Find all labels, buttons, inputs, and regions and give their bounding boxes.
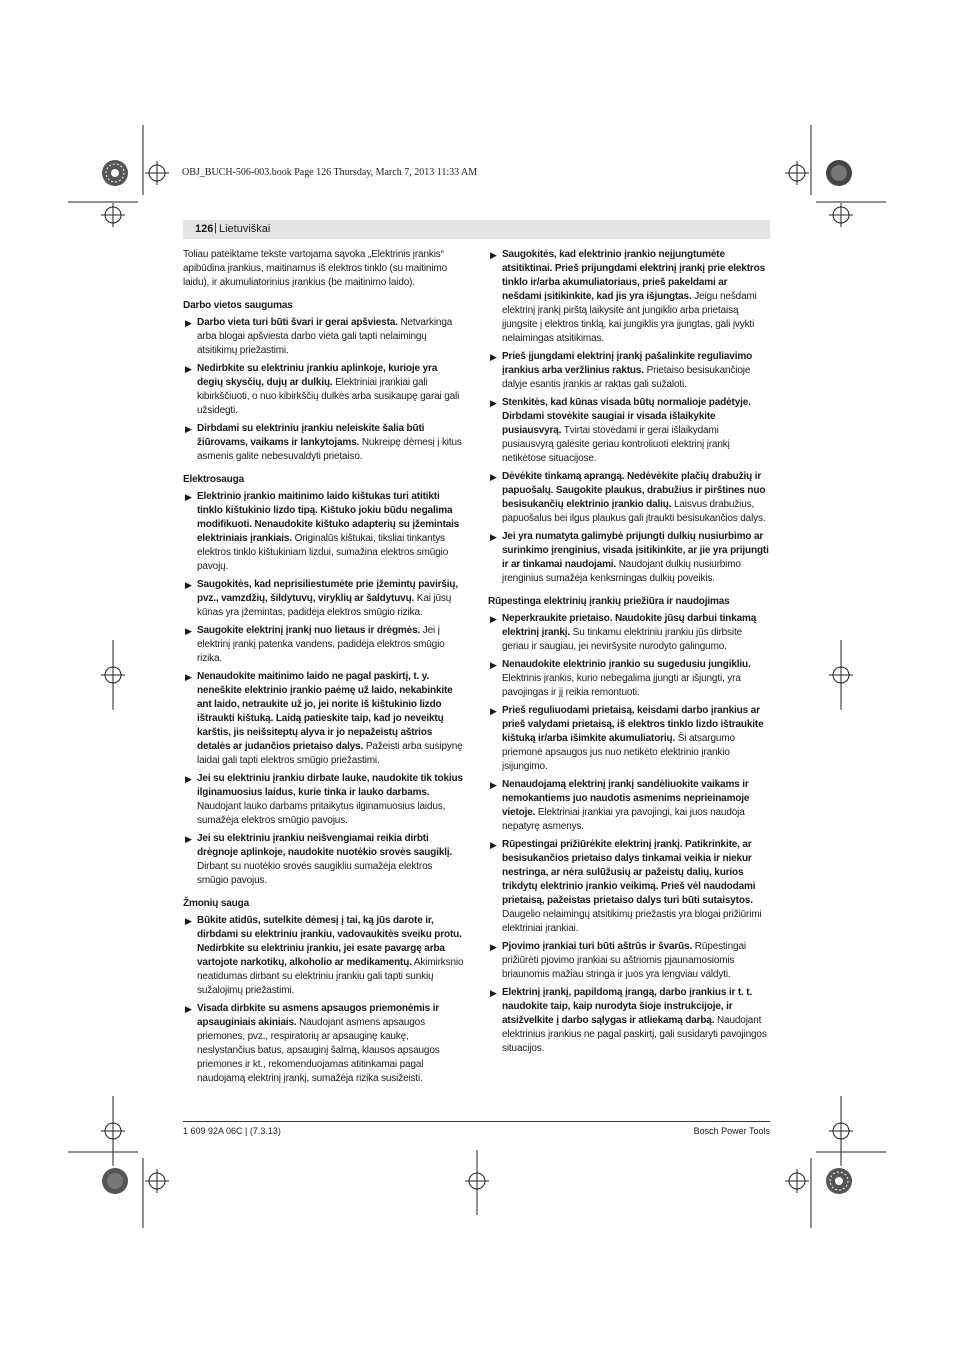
safety-item-text: Jeigu nešdami elektrinį įrankį pirštą laikysite ant jungiklio arba prietaisą įjungsite į elektros tinklą, kai jungiklis yra įjungtas, gali įvykti nelaimingas atsitikimas. — [502, 291, 757, 344]
safety-item — [488, 778, 769, 834]
safety-item-heading: Neperkraukite prietaiso. Naudokite jūsų darbui tinkamą elektrinį įrankį. — [502, 613, 757, 638]
safety-item — [488, 612, 769, 654]
safety-item-heading: Būkite atidūs, sutelkite dėmesį į tai, ką jūs darote ir, dirbdami su elektriniu įrankiu, vadovaukitės sveiku protu. Nedirbkite su elektriniu įrankiu, jei esate pavargę arba vartojote narkotikų, alkoholio ar medikamentų. — [197, 915, 462, 968]
personal-list-left — [183, 914, 464, 1086]
safety-item-text: Jei į elektrinį įrankį patenka vandens, padidėja elektros smūgio rizika. — [197, 625, 445, 664]
safety-item — [183, 670, 464, 768]
safety-item-text: Naudojant elektrinius įrankius ne pagal paskirtį, gali susidaryti pavojingos situacijos. — [502, 1015, 767, 1054]
bullet-arrow-icon: ▶ — [185, 1004, 192, 1014]
safety-item-text: Elektriniai įrankiai gali kibirkščiuoti, o nuo kibirkščių dulkės arba susikaupę garai gali užsidegti. — [197, 377, 460, 416]
bullet-arrow-icon: ▶ — [490, 780, 497, 790]
safety-item-text: Netvarkinga arba blogai apšviesta darbo vieta gali tapti nelaimingų atsitikimų priežastimi. — [197, 317, 453, 356]
safety-item-text: Su tinkamu elektriniu įrankiu jūs dirbsite geriau ir saugiau, jei neviršysite nurodyto galingumo. — [502, 627, 743, 652]
safety-item-text: Kai jūsų kūnas yra įžemintas, padidėja elektros smūgio rizika. — [197, 593, 452, 618]
safety-item — [488, 658, 769, 700]
personal-list-right — [488, 248, 769, 586]
safety-item-heading: Saugokitės, kad neprisiliestumėte prie įžemintų paviršių, pvz., vamzdžių, šildytuvų, viryklių ar šaldytuvų. — [197, 579, 458, 604]
safety-item-text: Laisvus drabužius, papuošalus bei ilgus plaukus gali įtraukti besisukančios dalys. — [502, 499, 766, 524]
bullet-arrow-icon: ▶ — [185, 626, 192, 636]
safety-item — [183, 772, 464, 828]
bullet-arrow-icon: ▶ — [185, 834, 192, 844]
safety-item-text: Rūpestingai prižiūrėti pjovimo įrankiai su aštriomis pjaunamosiomis briaunomis mažiau stringa ir juos yra lengviau valdyti. — [502, 941, 746, 980]
safety-item — [488, 704, 769, 774]
safety-item — [183, 624, 464, 666]
safety-item-text: Naudojant asmens apsaugos priemones, pvz., respiratorių ar apsauginę kaukę, neslystančius batus, apsauginį šalmą, klausos apsaugos priemones ir kt., rekomenduojamas atitinkamai pagal naudojamą elektrinį įrankį, sumažėja rizika susižeisti. — [197, 1017, 440, 1084]
page-language: Lietuviškai — [219, 223, 271, 235]
bullet-arrow-icon: ▶ — [490, 706, 497, 716]
bullet-arrow-icon: ▶ — [185, 318, 192, 328]
footer-brand: Bosch Power Tools — [693, 1126, 770, 1136]
intro-paragraph: Toliau pateiktame tekste vartojama sąvoka „Elektrinis įrankis“ apibūdina įrankius, maitinamus iš elektros tinklo (su maitinimo laidu), ir akumuliatorinius įrankius (be maitinimo laido). — [183, 249, 447, 288]
footer-document-number: 1 609 92A 06C | (7.3.13) — [183, 1126, 281, 1136]
safety-item-text: Ši atsargumo priemonė apsaugos jus nuo netikėto elektrinio įrankio įsijungimo. — [502, 733, 735, 772]
safety-item — [488, 248, 769, 346]
safety-item-heading: Visada dirbkite su asmens apsaugos priemonėmis ir apsauginiais akiniais. — [197, 1003, 440, 1028]
bullet-arrow-icon: ▶ — [490, 250, 497, 260]
bullet-arrow-icon: ▶ — [185, 774, 192, 784]
safety-item-heading: Prieš reguliuodami prietaisą, keisdami darbo įrankius ar prieš valydami prietaisą, iš elektros tinklo lizdo ištraukite kištuką ir/arba išimkite akumuliatorių. — [502, 705, 764, 744]
section-title-electrical: Elektrosauga — [183, 474, 245, 485]
right-column — [488, 248, 769, 1060]
safety-item-heading: Nenaudokite maitinimo laido ne pagal paskirtį, t. y. neneškite elektrinio įrankio paėmę už laido, nekabinkite ant laido, netraukite už jo, jei norite iš kištukinio lizdo ištraukti kištuką. Laidą patieskite taip, kad jo neveiktų karštis, jis neišsiteptų alyva ir jo nepažeistų aštrios detalės ar judančios prietaiso dalys. — [197, 671, 453, 752]
safety-item-heading: Prieš įjungdami elektrinį įrankį pašalinkite reguliavimo įrankius arba veržlinius raktus. — [502, 351, 753, 376]
safety-item-heading: Elektrinį įrankį, papildomą įrangą, darbo įrankius ir t. t. naudokite taip, kaip nurodyta šioje instrukcijoje, ir atsižvelkite į darbo sąlygas ir atliekamą darbą. — [502, 987, 753, 1026]
safety-item-text: Akimirksnio neatidumas dirbant su elektriniu įrankiu gali tapti sunkių sužalojimų priežastimi. — [197, 957, 464, 996]
bullet-arrow-icon: ▶ — [490, 660, 497, 670]
section-title-workplace: Darbo vietos saugumas — [183, 300, 293, 311]
safety-item-heading: Jei su elektriniu įrankiu neišvengiamai reikia dirbti drėgnoje aplinkoje, naudokite nuotėkio srovės saugiklį. — [197, 833, 453, 858]
safety-item-heading: Nenaudokite elektrinio įrankio su sugedusiu jungikliu. — [502, 659, 751, 670]
bullet-arrow-icon: ▶ — [185, 672, 192, 682]
bullet-arrow-icon: ▶ — [490, 352, 497, 362]
safety-item — [183, 422, 464, 464]
bullet-arrow-icon: ▶ — [185, 492, 192, 502]
safety-item-heading: Dėvėkite tinkamą aprangą. Nedėvėkite plačių drabužių ir papuošalų. Saugokite plaukus, drabužius ir pirštines nuo besisukančių elektrinio įrankio dalių. — [502, 471, 766, 510]
safety-item-heading: Nenaudojamą elektrinį įrankį sandėliuokite vaikams ir nemokantiems juo naudotis asmenims neprieinamoje vietoje. — [502, 779, 750, 818]
safety-item-heading: Elektrinio įrankio maitinimo laido kištukas turi atitikti tinklo kištukinio lizdo tipą. Kištuko jokiu būdu negalima modifikuoti. Nenaudokite kištuko adapterių su įžemintais elektriniais įrankiais. — [197, 491, 460, 544]
safety-item — [488, 470, 769, 526]
safety-item-heading: Dirbdami su elektriniu įrankiu neleiskite šalia būti žiūrovams, vaikams ir lankytojams. — [197, 423, 425, 448]
safety-item-heading: Jei su elektriniu įrankiu dirbate lauke, naudokite tik tokius ilginamuosius laidus, kurie tinka ir lauko darbams. — [197, 773, 463, 798]
bullet-arrow-icon: ▶ — [185, 424, 192, 434]
safety-item — [183, 362, 464, 418]
bullet-arrow-icon: ▶ — [490, 840, 497, 850]
safety-item — [183, 490, 464, 574]
safety-item — [488, 940, 769, 982]
bullet-arrow-icon: ▶ — [490, 942, 497, 952]
safety-item — [183, 832, 464, 888]
bullet-arrow-icon: ▶ — [185, 580, 192, 590]
section-title-personal: Žmonių sauga — [183, 898, 249, 909]
bullet-arrow-icon: ▶ — [185, 364, 192, 374]
safety-item — [488, 838, 769, 936]
workplace-list — [183, 316, 464, 464]
safety-item — [183, 316, 464, 358]
care-list — [488, 612, 769, 1056]
safety-item — [488, 350, 769, 392]
safety-item-text: Elektrinis įrankis, kurio nebegalima įjungti ar išjungti, yra pavojingas ir jį reikia remontuoti. — [502, 673, 741, 698]
bullet-arrow-icon: ▶ — [490, 532, 497, 542]
bullet-arrow-icon: ▶ — [490, 988, 497, 998]
safety-item-heading: Jei yra numatyta galimybė prijungti dulkių nusiurbimo ar surinkimo įrenginius, visada įsitikinkite, ar jie yra prijungti ir ar tinkamai naudojami. — [502, 531, 769, 570]
header-separator: | — [214, 222, 217, 234]
safety-item-text: Pažeisti arba susipynę laidai gali tapti elektros smūgio priežastimi. — [197, 741, 463, 766]
page-number: 126 — [195, 223, 214, 235]
section-title-care: Rūpestinga elektrinių įrankių priežiūra ir naudojimas — [488, 596, 730, 607]
safety-item-heading: Darbo vieta turi būti švari ir gerai apšviesta. — [197, 317, 398, 328]
safety-item-heading: Stenkitės, kad kūnas visada būtų normalioje padėtyje. Dirbdami stovėkite saugiai ir visada išlaikykite pusiausvyrą. — [502, 397, 751, 436]
bullet-arrow-icon: ▶ — [490, 398, 497, 408]
safety-item — [488, 396, 769, 466]
safety-item-heading: Nedirbkite su elektriniu įrankiu aplinkoje, kurioje yra degių skysčių, dujų ar dulkių. — [197, 363, 438, 388]
safety-item — [183, 914, 464, 998]
safety-item-heading: Saugokite elektrinį įrankį nuo lietaus ir drėgmės. — [197, 625, 421, 636]
safety-item — [488, 530, 769, 586]
safety-item-heading: Pjovimo įrankiai turi būti aštrūs ir švarūs. — [502, 941, 693, 952]
safety-item-text: Nukreipę dėmesį į kitus asmenis galite nebesuvaldyti prietaiso. — [197, 437, 462, 462]
safety-item-text: Prietaiso besisukančioje dalyje esantis įrankis ar raktas gali sužaloti. — [502, 365, 751, 390]
safety-item-text: Daugelio nelaimingų atsitikimų priežastis yra blogai prižiūrimi elektriniai įrankiai. — [502, 909, 762, 934]
page-header — [183, 220, 770, 239]
safety-item-text: Naudojant dulkių nusiurbimo įrenginius sumažėja kenksmingas dulkių poveikis. — [502, 559, 741, 584]
safety-item-text: Elektriniai įrankiai yra pavojingi, kai juos naudoja nepatyrę asmenys. — [502, 807, 745, 832]
safety-item — [488, 986, 769, 1056]
safety-item-text: Dirbant su nuotėkio srovės saugikliu sumažėja elektros smūgio pavojus. — [197, 861, 433, 886]
safety-item-text: Naudojant lauko darbams pritaikytus ilginamuosius laidus, sumažėja elektros smūgio pavojus. — [197, 801, 446, 826]
safety-item-text: Originalūs kištukai, tiksliai tinkantys elektros tinklo kištukiniam lizdui, sumažina elektros smūgio pavojų. — [197, 533, 449, 572]
safety-item-heading: Rūpestingai prižiūrėkite elektrinį įrankį. Patikrinkite, ar besisukančios prietaiso dalys tinkamai veikia ir niekur nestringa, ar nėra sulūžusių ar pažeistų dalių, kurios trikdytų elektrinio įrankio veikimą. Prieš vėl naudodami prietaisą, pažeistas prietaiso dalys turi būti sutaisytos. — [502, 839, 756, 906]
bullet-arrow-icon: ▶ — [490, 614, 497, 624]
print-info-line: OBJ_BUCH-506-003.book Page 126 Thursday, March 7, 2013 11:33 AM — [182, 167, 478, 178]
safety-item — [183, 578, 464, 620]
bullet-arrow-icon: ▶ — [185, 916, 192, 926]
safety-item-text: Tvirtai stovėdami ir gerai išlaikydami pusiausvyrą galėsite geriau kontroliuoti elektrinį įrankį netikėtose situacijose. — [502, 425, 730, 464]
safety-item — [183, 1002, 464, 1086]
bullet-arrow-icon: ▶ — [490, 472, 497, 482]
footer-rule — [183, 1121, 770, 1122]
safety-item-heading: Saugokitės, kad elektrinio įrankio neįjungtumėte atsitiktinai. Prieš prijungdami elektrinį įrankį prie elektros tinklo ir/arba akumuliatoriaus, prieš pakeldami ar nešdami įsitikinkite, kad jis yra išjungtas. — [502, 249, 766, 302]
left-column — [183, 248, 464, 1090]
electrical-list — [183, 490, 464, 888]
